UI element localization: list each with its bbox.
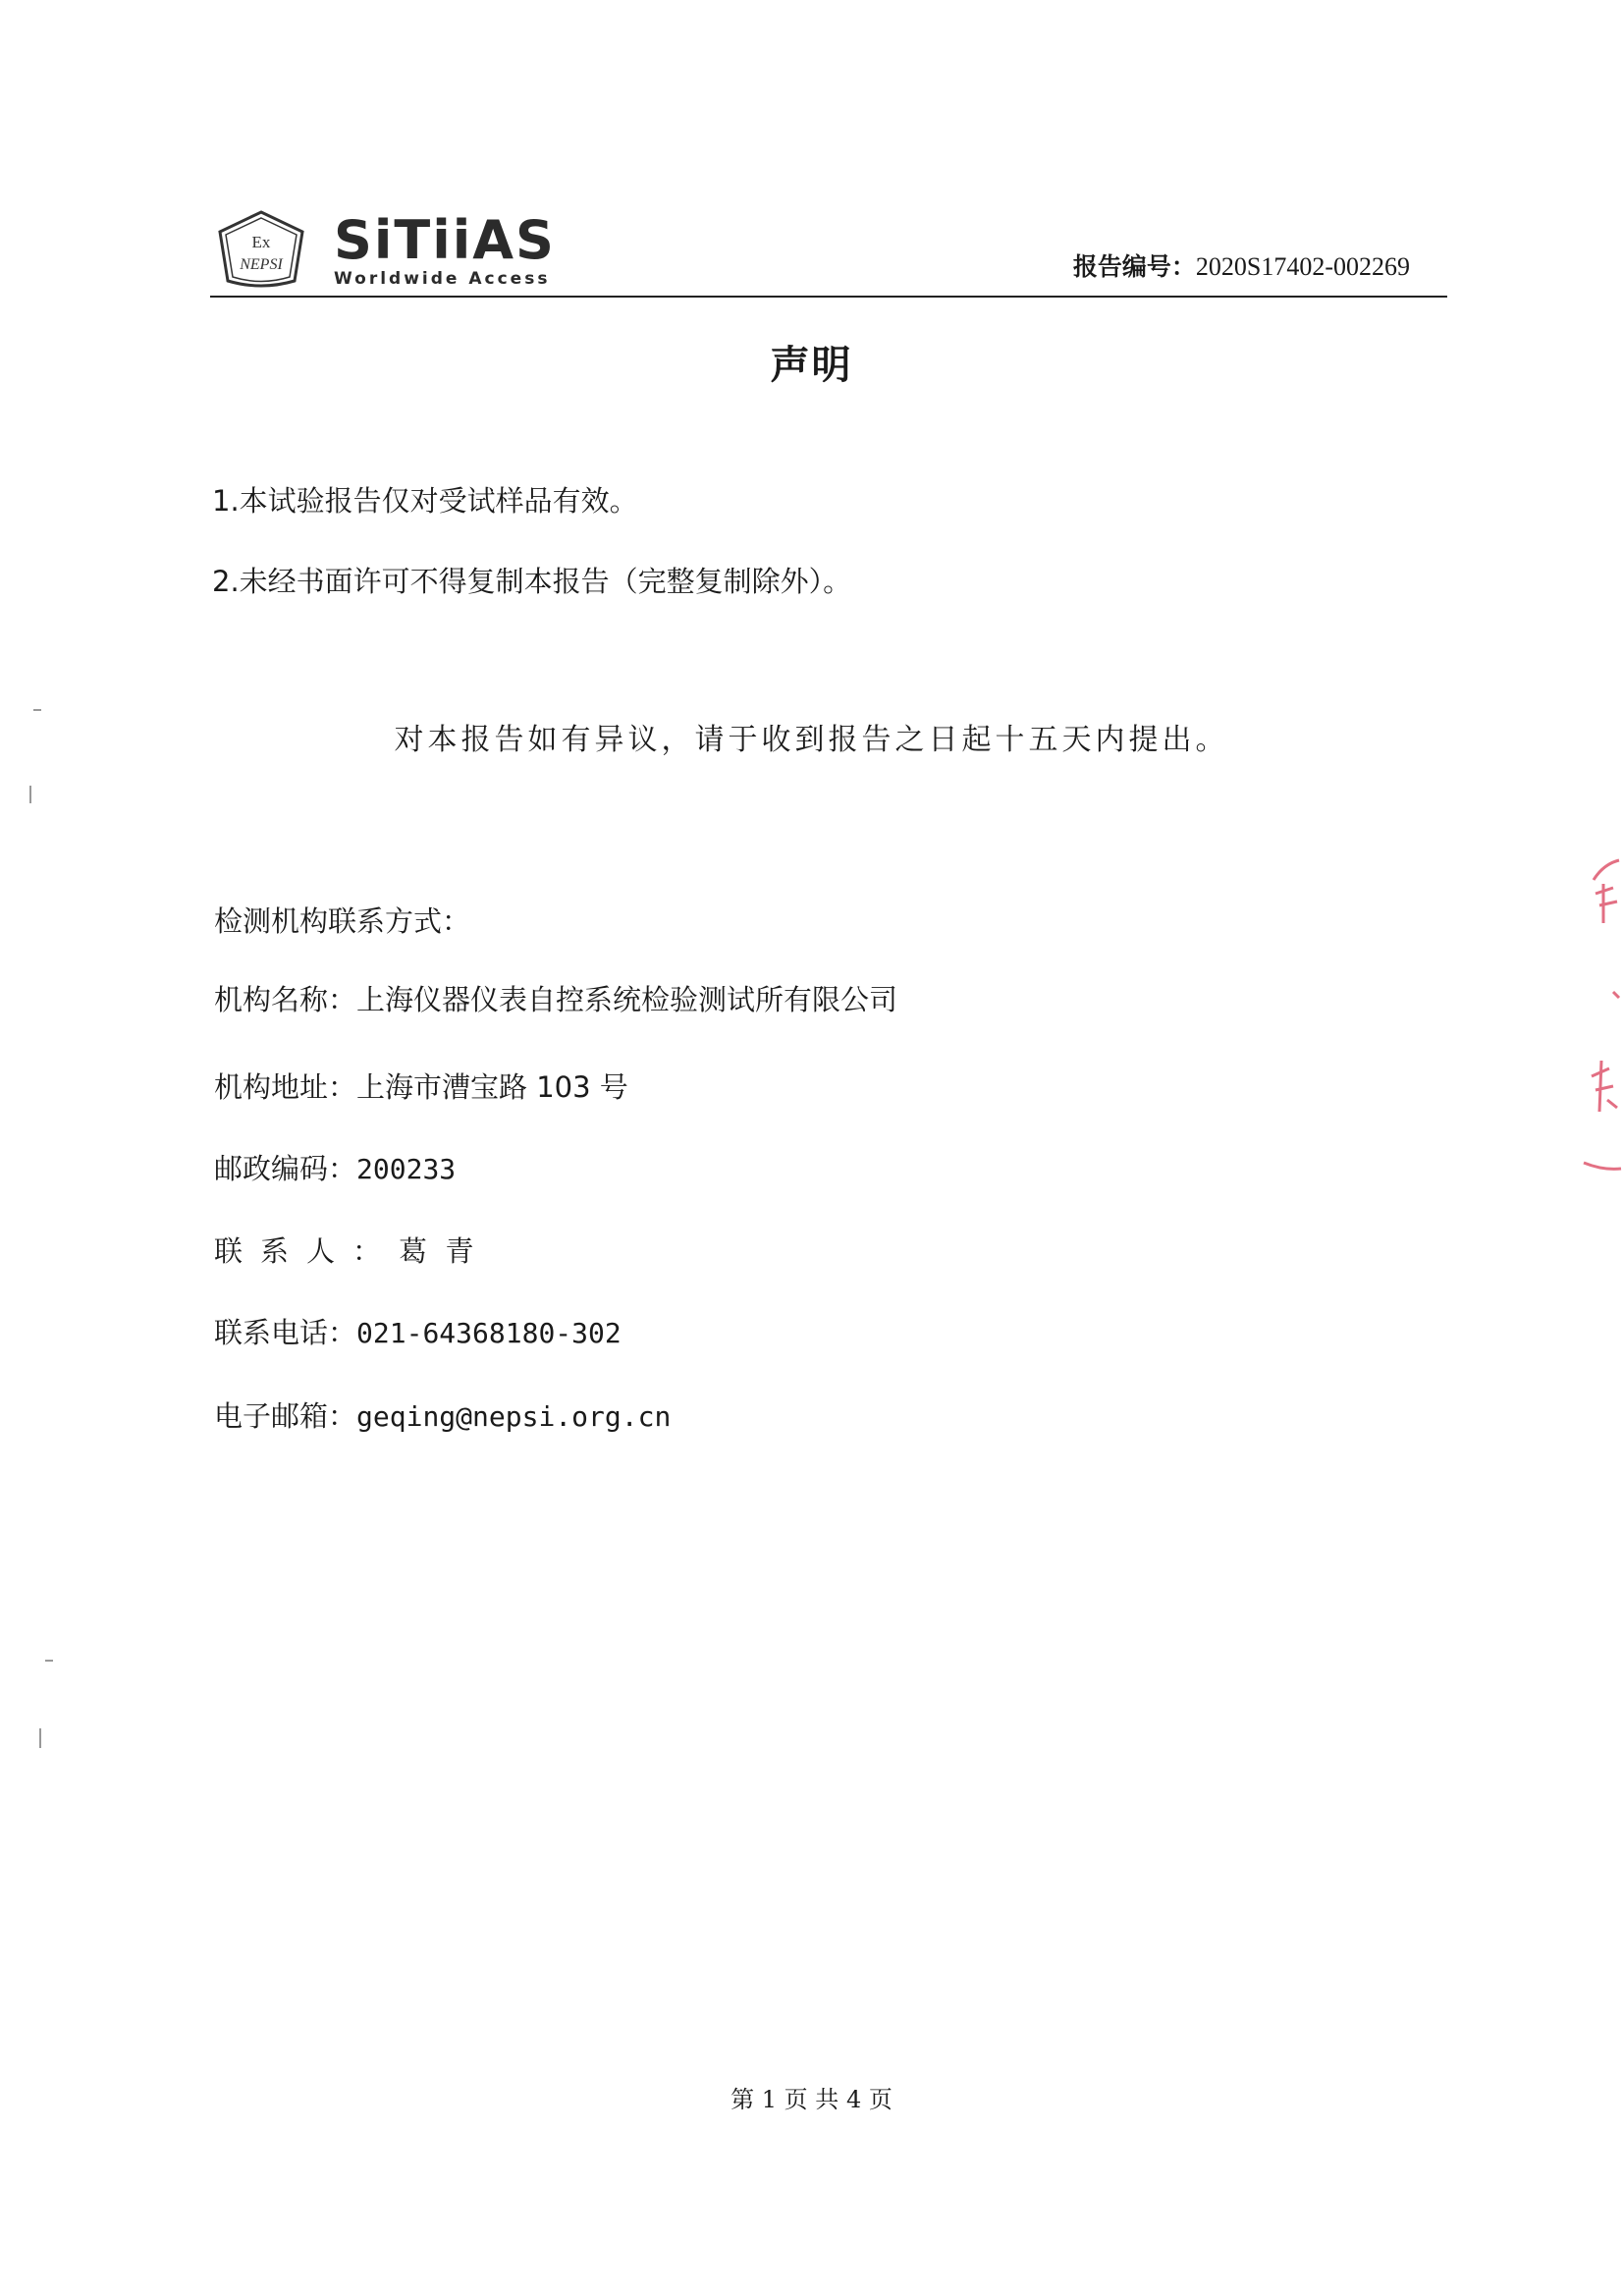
contact-person-row (214, 1230, 473, 1270)
address-value: 上海市漕宝路 103 号 (356, 1070, 628, 1104)
address-row (214, 1066, 628, 1106)
email-value: geqing@nepsi.org.cn (356, 1400, 672, 1433)
header-divider (210, 296, 1447, 298)
sitiias-logo (334, 209, 556, 289)
postcode-label: 邮政编码： (214, 1152, 357, 1185)
page-title: 声明 (770, 343, 853, 388)
clause-1: 1.本试验报告仅对受试样品有效。 (212, 484, 638, 518)
seal-stamp-fragment (1574, 854, 1623, 1178)
svg-text:Ex: Ex (251, 233, 271, 251)
address-label: 机构地址： (214, 1070, 357, 1104)
nepsi-logo (214, 208, 308, 291)
org-name-value: 上海仪器仪表自控系统检验测试所有限公司 (356, 983, 898, 1016)
contact-person-label: 联系人： (214, 1234, 400, 1268)
clause-2: 2.未经书面许可不得复制本报告（完整复制除外）。 (212, 565, 852, 598)
svg-text:NEPSI: NEPSI (240, 256, 283, 273)
contact-person-value: 葛 青 (399, 1234, 474, 1268)
org-name-label: 机构名称： (214, 983, 357, 1016)
phone-label: 联系电话： (214, 1316, 357, 1349)
phone-value: 021-64368180-302 (356, 1317, 622, 1349)
email-row (214, 1394, 671, 1435)
objection-notice: 对本报告如有异议，请于收到报告之日起十五天内提出。 (394, 723, 1229, 757)
postcode-row (214, 1147, 456, 1187)
report-number-value: 2020S17402-002269 (1195, 252, 1410, 281)
phone-row (214, 1311, 622, 1351)
scan-speck (39, 1728, 41, 1748)
report-number (1073, 247, 1410, 283)
scan-speck (29, 786, 31, 803)
email-label: 电子邮箱： (214, 1399, 357, 1433)
scan-speck (33, 709, 41, 711)
brand-tagline: Worldwide Access (334, 269, 551, 289)
brand-name: SiTiiAS (334, 209, 556, 271)
contact-heading: 检测机构联系方式： (214, 904, 471, 938)
org-name-row (214, 978, 897, 1018)
postcode-value: 200233 (356, 1153, 457, 1185)
report-number-label: 报告编号： (1072, 252, 1196, 281)
scan-speck (45, 1660, 53, 1662)
page-indicator: 第 1 页 共 4 页 (730, 2086, 893, 2113)
